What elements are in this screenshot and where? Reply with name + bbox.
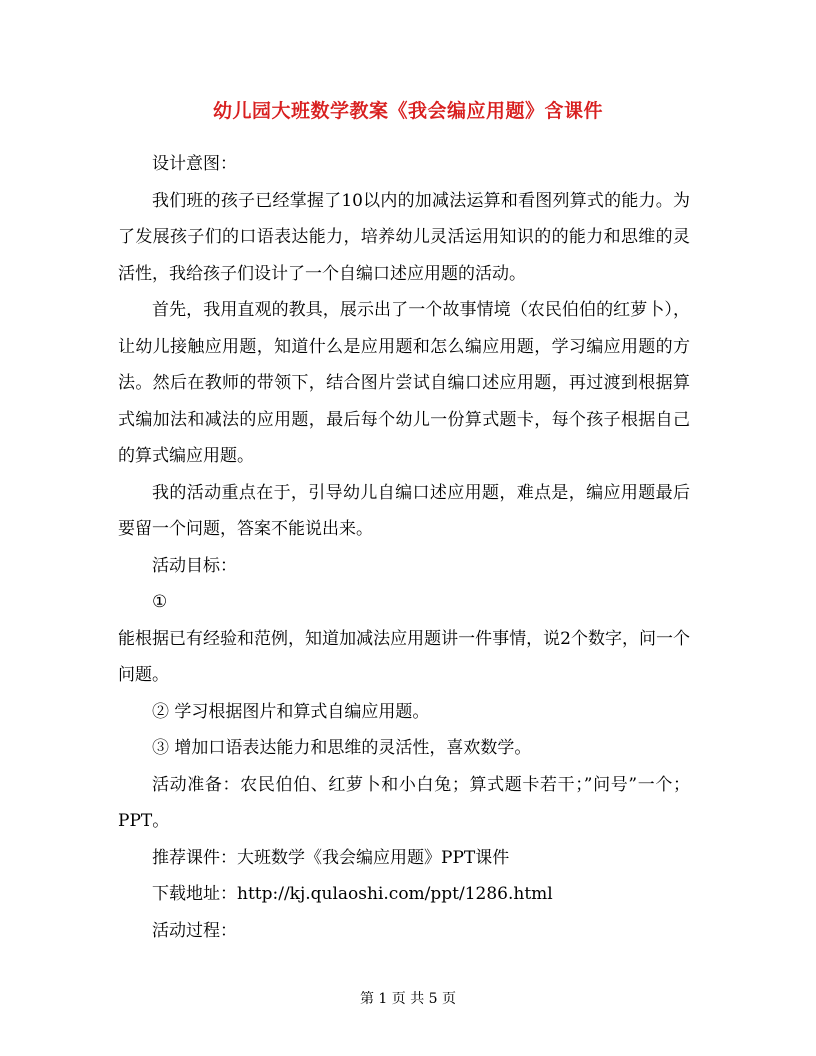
paragraph-recommended-courseware: 推荐课件：大班数学《我会编应用题》PPT课件 bbox=[152, 847, 510, 868]
document-body bbox=[118, 146, 690, 949]
paragraph-goal-1: 能根据已有经验和范例，知道加减法应用题讲一件事情，说2个数字，问一个问题。 bbox=[118, 628, 690, 685]
paragraph-preparation: 活动准备：农民伯伯、红萝卜和小白兔；算式题卡若干；”问号”一个；PPT。 bbox=[118, 774, 690, 831]
paragraph-design-intent-2: 首先，我用直观的教具，展示出了一个故事情境（农民伯伯的红萝卜），让幼儿接触应用题，知道什么是应用题和怎么编应用题，学习编应用题的方法。然后在教师的带领下，结合图片尝试自编口述应用题，再过渡到根据算式编加法和减法的应用题，最后每个幼儿一份算式题卡，每个孩子根据自己的算式编应用题。 bbox=[118, 300, 690, 466]
page-footer: 第 1 页 共 5 页 bbox=[359, 991, 457, 1007]
document-title: 幼儿园大班数学教案《我会编应用题》含课件 bbox=[212, 100, 603, 122]
paragraph-goal-2: ② 学习根据图片和算式自编应用题。 bbox=[152, 701, 430, 722]
paragraph-design-intent-1: 我们班的孩子已经掌握了10以内的加减法运算和看图列算式的能力。为了发展孩子们的口语表达能力，培养幼儿灵活运用知识的的能力和思维的灵活性，我给孩子们设计了一个自编口述应用题的活动。 bbox=[118, 190, 690, 284]
paragraph-goal-1-marker: ① bbox=[152, 592, 168, 612]
paragraph-process-heading: 活动过程： bbox=[152, 920, 237, 941]
paragraph-design-intent-heading: 设计意图： bbox=[152, 154, 237, 174]
paragraph-download-link: 下载地址：http://kj.qulaoshi.com/ppt/1286.html bbox=[152, 884, 553, 904]
paragraph-design-intent-3: 我的活动重点在于，引导幼儿自编口述应用题，难点是，编应用题最后要留一个问题，答案不能说出来。 bbox=[118, 482, 690, 539]
paragraph-goals-heading: 活动目标： bbox=[152, 555, 237, 576]
paragraph-goal-3: ③ 增加口语表达能力和思维的灵活性，喜欢数学。 bbox=[152, 738, 532, 758]
